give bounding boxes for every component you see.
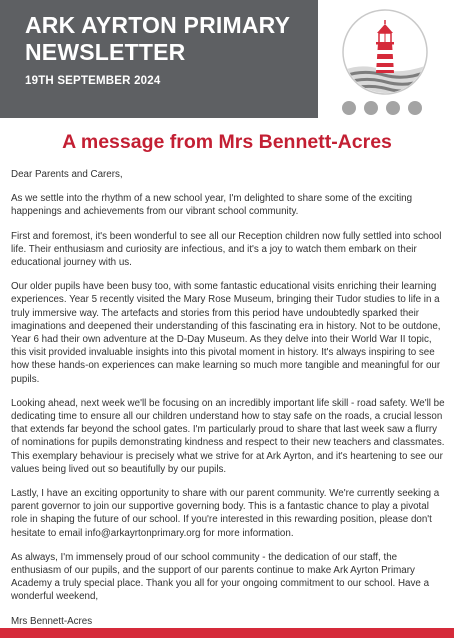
newsletter-title <box>25 12 290 66</box>
letter-body <box>11 168 445 639</box>
newsletter-date: 19TH SEPTEMBER 2024 <box>25 75 161 87</box>
letter-paragraph: Our older pupils have been busy too, with some fantastic educational visits enriching their learning experiences. Year 5 recently visited the Mary Rose Museum, bringing their Tudor studies to life in a truly immersive way. The artefacts and stories from this period have undoubtedly sparked their imaginations and deepened their understanding of this fascinating era in history. Not to be outdone, Year 6 had their own adventure at the D-Day Museum. As they delve into their World War II topic, this visit provided invaluable insights into this pivotal moment in history. It's always inspiring to see how these hands-on experiences can make learning so much more tangible and meaningful for our pupils. <box>11 281 441 385</box>
letter-signature: Mrs Bennett-Acres <box>11 615 93 627</box>
pagination-dots <box>342 101 422 115</box>
pagination-dot <box>342 101 356 115</box>
letter-paragraph: Looking ahead, next week we'll be focusing on an incredibly important life skill - road safety. We'll be dedicating time to ensure all our children understand how to stay safe on the roads, a crucial lesson that extends far beyond the school gates. I'm particularly proud to share that last week saw a flurry of nominations for pupils demonstrating kindness and respect to their new teachers and classmates. This exemplary behaviour is precisely what we strive for at Ark Ayrton, and it's heartening to see our values being lived out so beautifully by our pupils. <box>11 397 445 475</box>
footer-bar <box>0 628 454 638</box>
newsletter-title-line-1: ARK AYRTON PRIMARY <box>25 12 291 38</box>
letter-paragraph: As we settle into the rhythm of a new school year, I'm delighted to share some of the exciting happenings and achievements from our vibrant school community. <box>11 193 413 218</box>
pagination-dot <box>386 101 400 115</box>
pagination-dot <box>408 101 422 115</box>
letter-greeting: Dear Parents and Carers, <box>11 169 123 180</box>
letter-paragraph: As always, I'm immensely proud of our school community - the dedication of our staff, the enthusiasm of our pupils, and the support of our parents continue to make Ark Ayrton Primary Academy a truly special place. Thank you all for your ongoing commitment to our school. Have a wonderful weekend, <box>11 551 430 603</box>
pagination-dot <box>364 101 378 115</box>
letter-paragraph: First and foremost, it's been wonderful to see all our Reception children now fully settled into school life. Their enthusiasm and curiosity are infectious, and it's a joy to watch them embark on their educational journey with us. <box>11 230 442 269</box>
message-heading: A message from Mrs Bennett-Acres <box>62 131 392 153</box>
lighthouse-logo-icon <box>340 7 430 97</box>
newsletter-title-line-2: NEWSLETTER <box>25 39 186 65</box>
letter-paragraph: Lastly, I have an exciting opportunity to share with our parent community. We're currently seeking a parent governor to join our supportive governing body. This is a fantastic chance to play a pivotal role in shaping the future of our school. If you're interested in this rewarding position, please don't hesitate to email info@arkayrtonprimary.org for more information. <box>11 488 440 539</box>
header-band <box>0 0 318 118</box>
